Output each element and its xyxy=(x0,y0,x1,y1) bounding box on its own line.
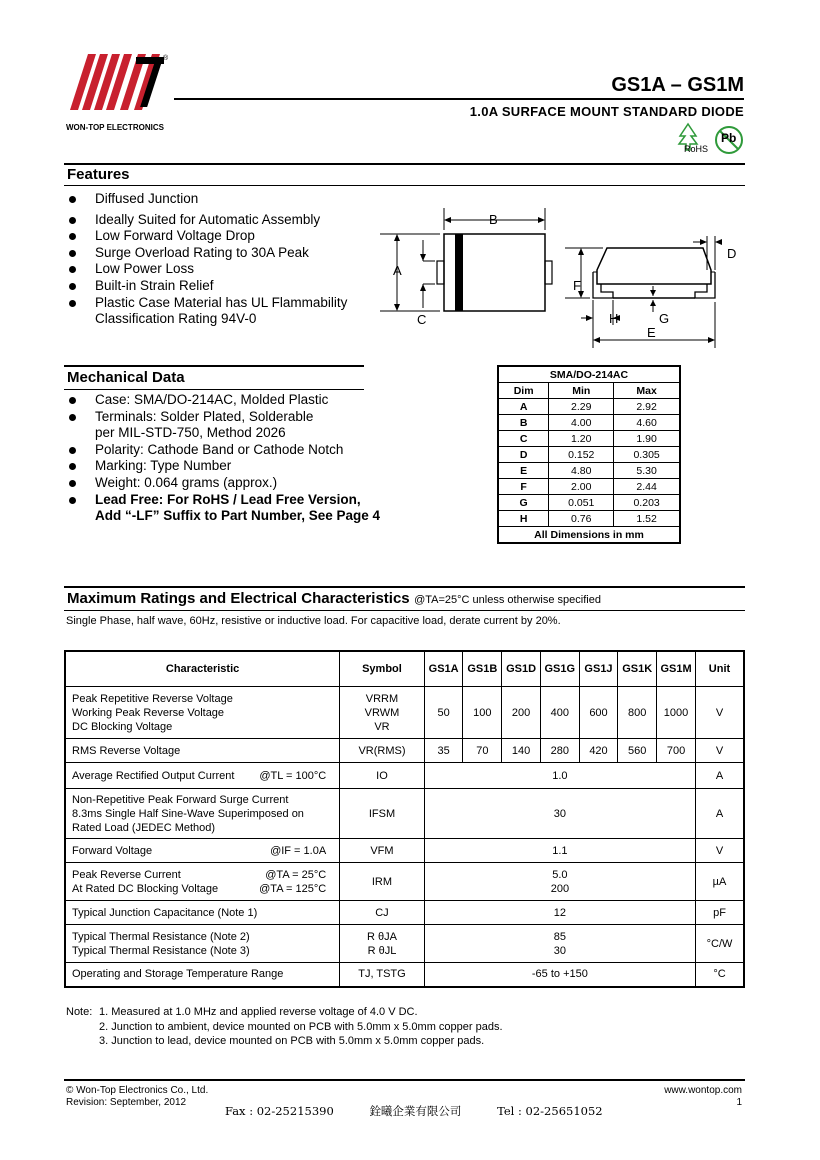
list-item: Case: SMA/DO-214AC, Molded Plastic xyxy=(66,392,396,409)
list-item: Lead Free: For RoHS / Lead Free Version, xyxy=(66,492,396,509)
page-number: 1 xyxy=(736,1097,742,1108)
dimensions-table-title: SMA/DO-214AC xyxy=(498,366,680,383)
column-header: GS1D xyxy=(502,651,541,687)
distributor-line xyxy=(225,1103,603,1119)
ratings-condition: @TA=25°C unless otherwise specified xyxy=(414,594,601,606)
column-header: GS1M xyxy=(657,651,696,687)
tel-number: Tel : 02-25651052 xyxy=(497,1104,603,1118)
table-row: Non-Repetitive Peak Forward Surge Current 8.3ms Single Half Sine-Wave Superimposed on Rated Load (JEDEC Method) IFSM 30 A xyxy=(65,789,744,839)
features-rule-top xyxy=(64,163,745,165)
list-item: Weight: 0.064 grams (approx.) xyxy=(66,475,396,492)
table-row: Average Rectified Output Current @TL = 100°C IO 1.0 A xyxy=(65,763,744,789)
table-row: D 0.152 0.305 xyxy=(498,447,680,463)
notes-section xyxy=(66,1005,503,1049)
list-item-continued: per MIL-STD-750, Method 2026 xyxy=(95,425,286,441)
dim-label-e: E xyxy=(647,325,656,340)
dim-label-a: A xyxy=(393,263,402,278)
dimensions-table xyxy=(497,365,681,544)
dim-label-b: B xyxy=(489,212,498,227)
note-item: 2. Junction to ambient, device mounted on PCB with 5.0mm x 5.0mm copper pads. xyxy=(99,1020,503,1033)
column-header: Min xyxy=(549,383,614,399)
features-title: Features xyxy=(67,166,130,183)
note-item: 1. Measured at 1.0 MHz and applied reverse voltage of 4.0 V DC. xyxy=(99,1006,418,1018)
list-item: Polarity: Cathode Band or Cathode Notch xyxy=(66,442,396,459)
column-header: GS1K xyxy=(618,651,657,687)
company-name: WON-TOP ELECTRONICS xyxy=(66,123,164,132)
part-number-title: GS1A – GS1M xyxy=(611,74,744,96)
table-row: H 0.76 1.52 xyxy=(498,511,680,527)
features-list xyxy=(66,191,386,328)
pb-free-icon: Pb xyxy=(714,125,744,155)
table-row: Peak Reverse Current @TA = 25°C At Rated DC Blocking Voltage @TA = 125°C IRM 5.0 200 µA xyxy=(65,863,744,901)
dim-label-c: C xyxy=(417,312,427,327)
list-item: Low Power Loss xyxy=(66,261,386,278)
table-row: Typical Junction Capacitance (Note 1) CJ 12 pF xyxy=(65,901,744,925)
ratings-description: Single Phase, half wave, 60Hz, resistive or inductive load. For capacitive load, derate current by 20%. xyxy=(66,615,561,627)
list-item-continued: Add “-LF” Suffix to Part Number, See Page 4 xyxy=(95,508,381,524)
table-row: A 2.29 2.92 xyxy=(498,399,680,415)
table-row: RMS Reverse Voltage VR(RMS) 35 70 140 280 420 560 700 V xyxy=(65,739,744,763)
features-rule-bottom xyxy=(64,185,745,186)
table-row: C 1.20 1.90 xyxy=(498,431,680,447)
dimensions-table-footer: All Dimensions in mm xyxy=(498,527,680,544)
table-row: Peak Repetitive Reverse Voltage Working Peak Reverse Voltage DC Blocking Voltage VRRM VRWM VR 50 100 200 400 600 800 1000 V xyxy=(65,687,744,739)
list-item: Marking: Type Number xyxy=(66,458,396,475)
dim-label-h: H xyxy=(609,311,619,326)
distributor-name: 銓曦企業有限公司 xyxy=(369,1104,462,1118)
ratings-rule-bottom xyxy=(64,610,745,611)
list-item: Low Forward Voltage Drop xyxy=(66,228,386,245)
column-header: Unit xyxy=(696,651,745,687)
mechanical-list xyxy=(66,392,396,525)
column-header: Symbol xyxy=(340,651,425,687)
footer-rule xyxy=(64,1079,745,1081)
website-link[interactable]: www.wontop.com xyxy=(664,1085,742,1096)
column-header: Dim xyxy=(498,383,549,399)
table-row: E 4.80 5.30 xyxy=(498,463,680,479)
dim-label-d: D xyxy=(727,246,737,261)
company-logo xyxy=(66,52,170,123)
list-item: Built-in Strain Relief xyxy=(66,278,386,295)
table-row: B 4.00 4.60 xyxy=(498,415,680,431)
mechanical-rule-bottom xyxy=(64,389,364,390)
dim-label-f: F xyxy=(573,278,581,293)
dim-label-g: G xyxy=(659,311,670,326)
ratings-rule-top xyxy=(64,586,745,588)
table-row: F 2.00 2.44 xyxy=(498,479,680,495)
column-header: Max xyxy=(614,383,680,399)
note-item: 3. Junction to lead, device mounted on PCB with 5.0mm x 5.0mm copper pads. xyxy=(99,1035,485,1047)
table-row: G 0.051 0.203 xyxy=(498,495,680,511)
copyright-text: © Won-Top Electronics Co., Ltd. xyxy=(66,1085,209,1096)
notes-label: Note: xyxy=(66,1006,93,1018)
list-item: Plastic Case Material has UL Flammability xyxy=(66,295,386,312)
list-item: Ideally Suited for Automatic Assembly xyxy=(66,212,386,229)
part-subtitle: 1.0A SURFACE MOUNT STANDARD DIODE xyxy=(469,104,744,119)
list-item: Surge Overload Rating to 30A Peak xyxy=(66,245,386,262)
list-item-continued: Classification Rating 94V-0 xyxy=(95,311,257,327)
column-header: GS1G xyxy=(540,651,579,687)
mechanical-title: Mechanical Data xyxy=(67,369,185,386)
ratings-table xyxy=(64,650,745,988)
ratings-title: Maximum Ratings and Electrical Characteristics xyxy=(67,590,410,607)
column-header: GS1A xyxy=(424,651,463,687)
table-row: Typical Thermal Resistance (Note 2) Typical Thermal Resistance (Note 3) R θJA R θJL 85 30 °C/W xyxy=(65,925,744,963)
list-item: Diffused Junction xyxy=(66,191,386,208)
header-rule xyxy=(174,98,744,100)
mechanical-rule-top xyxy=(64,365,364,367)
column-header: GS1J xyxy=(579,651,618,687)
column-header: Characteristic xyxy=(65,651,340,687)
table-row: Forward Voltage @IF = 1.0A VFM 1.1 V xyxy=(65,839,744,863)
ratings-heading xyxy=(67,590,601,608)
package-outline-diagram xyxy=(375,200,745,350)
table-row: Operating and Storage Temperature Range TJ, TSTG -65 to +150 °C xyxy=(65,963,744,987)
list-item: Terminals: Solder Plated, Solderable xyxy=(66,409,396,426)
svg-text:®: ® xyxy=(163,55,169,62)
revision-text: Revision: September, 2012 xyxy=(66,1097,187,1108)
rohs-icon: RoHS xyxy=(676,122,710,156)
fax-number: Fax : 02-25215390 xyxy=(225,1104,334,1118)
column-header: GS1B xyxy=(463,651,502,687)
